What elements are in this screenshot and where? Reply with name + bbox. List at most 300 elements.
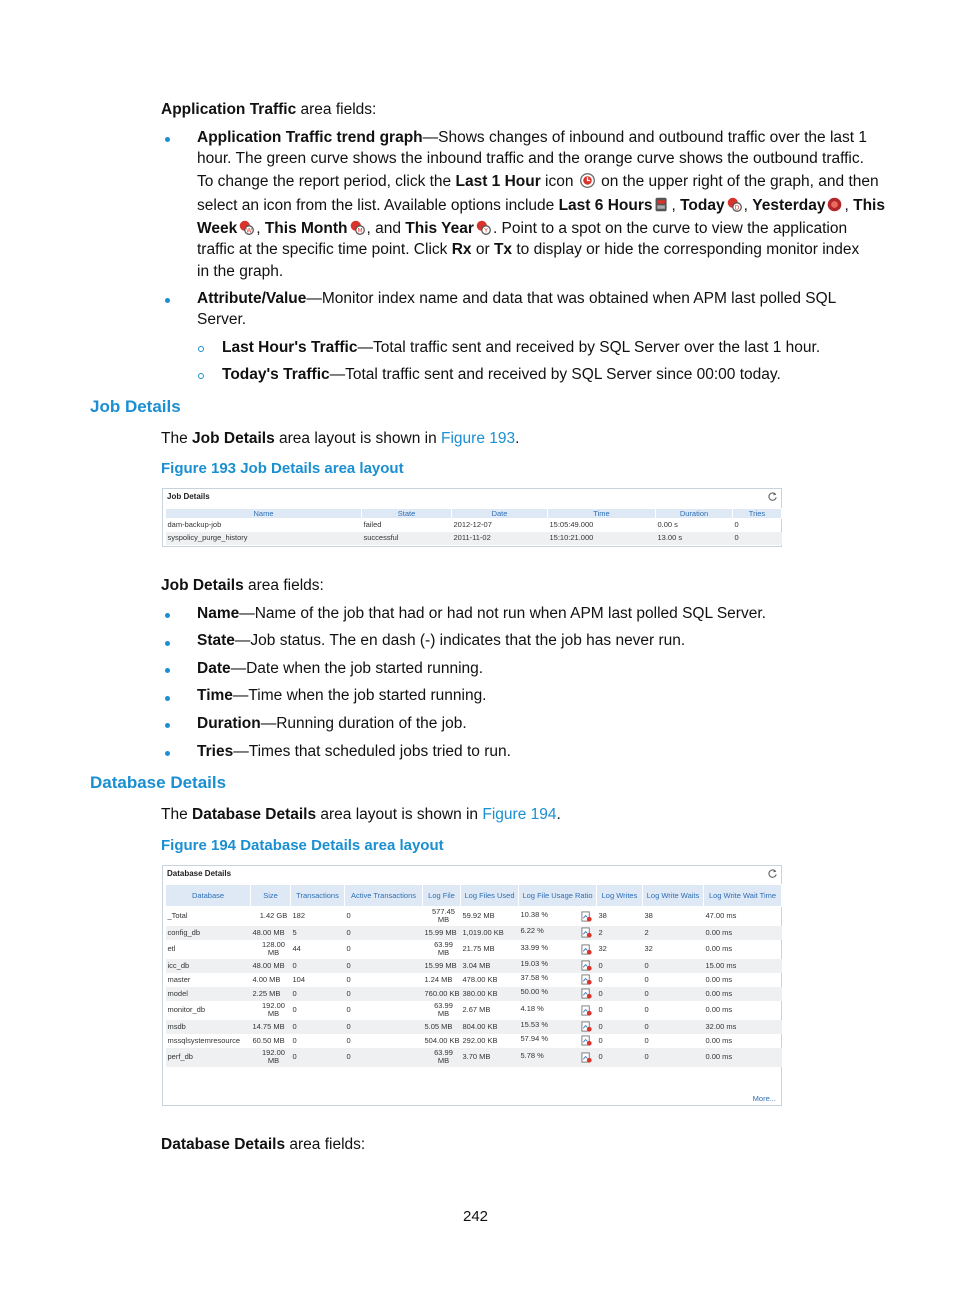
bullet2-line1-rest: —Monitor index name and data that was obtained when APM last polled SQL: [306, 290, 837, 307]
col-header[interactable]: Active Transactions: [345, 885, 423, 907]
line6-e: to display or hide the corresponding monitor index: [512, 241, 860, 258]
cell-value: 44: [292, 944, 301, 953]
figure-194-caption: Figure 194 Database Details area layout: [161, 837, 444, 854]
table-cell: [597, 973, 643, 987]
cell-value: 0: [346, 960, 351, 970]
cell-value: 0: [644, 960, 649, 970]
cell-value: 0: [644, 1035, 649, 1045]
table-cell: [423, 940, 461, 959]
table-cell: [423, 1020, 461, 1034]
cell-value: 32: [644, 944, 653, 953]
cell-value: 192.00 MB: [262, 1001, 285, 1018]
bullet2-line2: Server.: [197, 311, 247, 328]
col-header[interactable]: Date: [452, 509, 548, 519]
table-cell: [519, 907, 597, 926]
table-cell: [345, 1001, 423, 1020]
jd-layout-c: area layout is shown in: [274, 430, 442, 447]
table-cell: [704, 1048, 782, 1067]
table-cell: [291, 940, 345, 959]
jd-fields-bold: Job Details: [161, 577, 244, 594]
cell-value: 0: [346, 1035, 351, 1045]
cell-value: 0: [598, 1052, 603, 1061]
table-cell: [597, 1020, 643, 1034]
bullet-rest: —Time when the job started running.: [232, 687, 487, 704]
bullet2-line1: [197, 288, 836, 310]
sub-bullet-today: [222, 364, 781, 386]
table-row: [166, 959, 782, 973]
job-details-table: [165, 508, 782, 545]
sub1-rest: —Total traffic sent and received by SQL Server over the last 1 hour.: [357, 339, 821, 356]
table-cell: [461, 973, 519, 987]
cell-value: 0: [598, 1005, 603, 1014]
table-cell: [423, 1001, 461, 1020]
jd-bullet-tries: [197, 741, 511, 763]
col-header[interactable]: Log File: [423, 885, 461, 907]
line4-g: ,: [844, 197, 854, 214]
table-cell: [166, 1001, 251, 1020]
table-row: [166, 519, 782, 532]
this-year-icon: [475, 219, 492, 236]
table-cell: [423, 907, 461, 926]
table-cell: syspolicy_purge_history: [166, 532, 362, 545]
table-cell: [704, 973, 782, 987]
bullet1-line1: [197, 127, 867, 149]
bullet1-line7: in the graph.: [197, 263, 284, 280]
bullet-rest: —Job status. The en dash (-) indicates that the job has never run.: [234, 632, 686, 649]
bullet1-bold: Application Traffic trend graph: [197, 129, 423, 146]
line5-this-month: This Month: [264, 220, 348, 237]
cell-value: 0: [644, 988, 649, 998]
bullet1-line5: [197, 218, 847, 240]
last-1-hour-icon: [579, 172, 596, 189]
line3-a: To change the report period, click the: [197, 173, 456, 190]
job-details-panel-title: Job Details: [167, 492, 210, 501]
table-cell: [704, 987, 782, 1001]
bullet-rest: —Name of the job that had or had not run when APM last polled SQL Server.: [239, 605, 766, 622]
line4-yesterday: Yesterday: [752, 197, 826, 214]
table-cell: 0.00 s: [657, 520, 678, 530]
cell-value: icc_db: [167, 960, 190, 970]
table-cell: [291, 1001, 345, 1020]
table-cell: [643, 973, 704, 987]
table-cell: [345, 1020, 423, 1034]
jd-layout-b: Job Details: [192, 430, 275, 447]
cell-value: master: [167, 974, 191, 984]
bullet1-line3: [197, 171, 879, 193]
table-cell: [704, 940, 782, 959]
database-details-panel-title: Database Details: [167, 869, 232, 878]
line5-d: , and: [366, 220, 406, 237]
cell-value: 0.00 ms: [705, 988, 733, 998]
table-cell: [461, 907, 519, 926]
cell-value: 14.75 MB: [252, 1021, 285, 1031]
col-header[interactable]: Log Writes: [597, 885, 643, 907]
cell-value: 57.94 %: [520, 1034, 549, 1043]
cell-value: 38: [598, 911, 607, 921]
cell-value: 6.22 %: [520, 926, 544, 935]
table-cell: [597, 1048, 643, 1067]
col-header[interactable]: Time: [548, 509, 656, 519]
table-cell: 2011-11-02: [452, 532, 548, 545]
cell-value: msdb: [167, 1021, 186, 1031]
cell-value: 577.45 MB: [432, 907, 455, 925]
cell-value: 804.00 KB: [462, 1021, 498, 1031]
col-header[interactable]: Database: [166, 885, 251, 907]
cell-value: 0: [346, 1021, 351, 1031]
table-cell: [291, 959, 345, 973]
line6-a: traffic at the specific time point. Click: [197, 241, 452, 258]
cell-value: 182: [292, 911, 306, 921]
jd-fields-rest: area fields:: [243, 577, 324, 594]
database-details-panel: [162, 865, 782, 1106]
table-cell: [166, 959, 251, 973]
bullet-dot: [165, 137, 170, 142]
cell-value: 5: [292, 927, 297, 937]
table-cell: [704, 907, 782, 926]
line5-b: ,: [256, 220, 265, 237]
table-cell: [704, 1020, 782, 1034]
table-cell: [345, 907, 423, 926]
table-cell: [643, 987, 704, 1001]
cell-value: 33.99 %: [520, 942, 549, 952]
cell-value: 32.00 ms: [705, 1021, 737, 1031]
table-cell: 15:05:49.000: [549, 520, 594, 530]
line5-week: Week: [197, 220, 238, 237]
bullet-dot: [165, 696, 170, 701]
table-cell: [251, 907, 291, 926]
cell-value: 0.00 ms: [705, 927, 733, 937]
cell-value: 0.00 ms: [705, 1005, 733, 1014]
bullet-bold: Duration: [197, 715, 261, 732]
jd-layout-a: The: [161, 430, 193, 447]
table-cell: [597, 926, 643, 940]
today-icon: [726, 196, 743, 213]
table-cell: [166, 940, 251, 959]
svg-text:M: M: [356, 227, 363, 235]
table-row: [166, 1048, 782, 1067]
bullet1-line1-rest: —Shows changes of inbound and outbound traffic over the last 1: [422, 129, 867, 146]
bullet-bold: Name: [197, 605, 240, 622]
table-cell: [345, 926, 423, 940]
table-cell: [423, 987, 461, 1001]
table-cell: [704, 1034, 782, 1048]
cell-value: 0: [346, 988, 351, 998]
cell-value: 0: [292, 960, 297, 970]
refresh-icon[interactable]: [767, 868, 778, 879]
figure-193-caption: Figure 193 Job Details area layout: [161, 460, 404, 477]
table-cell: [643, 907, 704, 926]
cell-value: 0: [598, 1035, 603, 1045]
bullet1-line6: [197, 239, 859, 261]
table-row: [166, 1034, 782, 1048]
table-cell: [166, 907, 251, 926]
cell-value: 0.00 ms: [705, 1035, 733, 1045]
table-cell: [519, 940, 597, 959]
table-cell: [291, 926, 345, 940]
col-header[interactable]: Tries: [733, 509, 782, 519]
table-cell: [461, 1048, 519, 1067]
bullet-dot: [165, 668, 170, 673]
table-cell: [519, 1048, 597, 1067]
figure-194-link[interactable]: Figure 194: [482, 806, 557, 823]
table-row: [166, 1020, 782, 1034]
cell-value: 2: [598, 927, 603, 937]
table-cell: [291, 1020, 345, 1034]
table-cell: [643, 1020, 704, 1034]
col-header[interactable]: State: [362, 509, 452, 519]
database-details-heading: Database Details: [90, 773, 227, 792]
table-cell: [597, 907, 643, 926]
cell-value: 504.00 KB: [424, 1035, 460, 1045]
database-details-layout-text: [161, 804, 561, 826]
line4-c: ,: [671, 197, 681, 214]
table-cell: [345, 1048, 423, 1067]
table-cell: 0: [734, 520, 739, 530]
table-cell: [704, 926, 782, 940]
table-row: [166, 940, 782, 959]
cell-value: 0: [644, 1052, 649, 1061]
dd-layout-d: .: [556, 806, 561, 823]
cell-value: 1.42 GB: [259, 911, 288, 921]
cell-value: 0: [292, 1035, 297, 1045]
cell-value: 60.50 MB: [252, 1035, 285, 1045]
cell-value: 104: [292, 974, 306, 984]
bullet-dot: [165, 613, 170, 618]
table-cell: [166, 973, 251, 987]
sub-bullet-last-hour: [222, 337, 820, 359]
svg-text:W: W: [246, 227, 253, 235]
bullet-rest: —Times that scheduled jobs tried to run.: [233, 743, 511, 760]
table-row: [166, 1001, 782, 1020]
line4-e: ,: [743, 197, 753, 214]
jd-bullet-name: [197, 603, 766, 625]
job-details-fields-intro: [161, 575, 324, 597]
line4-last-6-hours: Last 6 Hours: [558, 197, 653, 214]
bullet-dot: [165, 751, 170, 756]
line3-c: icon: [540, 173, 578, 190]
this-week-icon: [238, 219, 255, 236]
table-cell: 13.00 s: [656, 532, 733, 545]
line4-today: Today: [680, 197, 725, 214]
cell-value: 3.04 MB: [462, 960, 491, 970]
cell-value: 292.00 KB: [462, 1035, 498, 1045]
more-link[interactable]: More...: [752, 1094, 776, 1103]
app-traffic-intro-bold: Application Traffic: [161, 101, 297, 118]
table-cell: [166, 926, 251, 940]
table-cell: 15:10:21.000: [548, 532, 656, 545]
table-cell: [519, 987, 597, 1001]
table-cell: [704, 959, 782, 973]
yesterday-icon: [826, 196, 843, 213]
cell-value: 15.53 %: [520, 1020, 549, 1029]
cell-value: 0: [644, 1005, 649, 1014]
table-cell: [423, 959, 461, 973]
cell-value: 47.00 ms: [705, 911, 737, 921]
cell-value: 0: [292, 1005, 297, 1014]
cell-value: 0.00 ms: [705, 944, 733, 953]
cell-value: 37.58 %: [520, 973, 549, 982]
table-cell: failed: [363, 520, 382, 530]
col-header[interactable]: Transactions: [291, 885, 345, 907]
cell-value: 760.00 KB: [424, 988, 460, 998]
table-cell: [423, 1048, 461, 1067]
cell-value: 59.92 MB: [462, 911, 495, 921]
sub2-rest: —Total traffic sent and received by SQL Server since 00:00 today.: [329, 366, 781, 383]
table-cell: [643, 940, 704, 959]
cell-value: 50.00 %: [520, 987, 549, 996]
cell-value: 48.00 MB: [252, 927, 285, 937]
bullet1-line2: hour. The green curve shows the inbound traffic and the orange curve shows the outbound traffic.: [197, 150, 864, 167]
cell-value: 5.05 MB: [424, 1021, 453, 1031]
cell-value: 0: [598, 960, 603, 970]
table-cell: [251, 1020, 291, 1034]
bullet1-line4: [197, 195, 885, 217]
table-cell: [643, 926, 704, 940]
cell-value: 0: [346, 1005, 351, 1014]
bullet-bold: Tries: [197, 743, 234, 760]
cell-value: config_db: [167, 927, 201, 937]
table-cell: [519, 926, 597, 940]
cell-value: 2.67 MB: [462, 1005, 491, 1014]
cell-value: 2.25 MB: [252, 988, 281, 998]
table-cell: [461, 926, 519, 940]
table-cell: [251, 1001, 291, 1020]
table-cell: successful: [362, 532, 452, 545]
table-cell: [251, 1048, 291, 1067]
table-cell: [643, 1001, 704, 1020]
bullet-dot: [165, 723, 170, 728]
cell-value: 0.00 ms: [705, 974, 733, 984]
database-details-table: [165, 884, 782, 1067]
line4-a: select an icon from the list. Available options include: [197, 197, 559, 214]
table-cell: [423, 1034, 461, 1048]
cell-value: 0: [598, 1021, 603, 1031]
table-cell: [423, 926, 461, 940]
line3-d: on the upper right of the graph, and then: [596, 173, 879, 190]
line4-this: This: [853, 197, 885, 214]
table-cell: [461, 940, 519, 959]
cell-value: 0: [292, 988, 297, 998]
table-cell: [643, 1048, 704, 1067]
line6-rx: Rx: [451, 241, 472, 258]
sub1-bold: Last Hour's Traffic: [222, 339, 358, 356]
col-header[interactable]: Duration: [656, 509, 733, 519]
table-cell: [251, 1034, 291, 1048]
cell-value: 478.00 KB: [462, 974, 498, 984]
database-details-fields-intro: [161, 1134, 365, 1156]
cell-value: 380.00 KB: [462, 988, 498, 998]
app-traffic-intro: [161, 99, 376, 121]
dd-layout-b: Database Details: [192, 806, 317, 823]
table-cell: [597, 1001, 643, 1020]
table-cell: [291, 987, 345, 1001]
job-details-heading: Job Details: [90, 397, 181, 416]
jd-bullet-date: [197, 658, 483, 680]
table-cell: [166, 987, 251, 1001]
cell-value: 0: [292, 1052, 297, 1061]
refresh-icon[interactable]: [767, 491, 778, 502]
table-row: [166, 907, 782, 926]
table-cell: [345, 987, 423, 1001]
table-cell: [461, 1020, 519, 1034]
table-cell: [251, 940, 291, 959]
dd-layout-c: area layout is shown in: [316, 806, 483, 823]
table-cell: [166, 1048, 251, 1067]
col-header[interactable]: Log Write Wait Time: [704, 885, 782, 907]
svg-text:Y: Y: [484, 227, 488, 235]
cell-value: 1,019.00 KB: [462, 927, 504, 937]
table-cell: [291, 907, 345, 926]
table-cell: [519, 1001, 597, 1020]
cell-value: 0.00 ms: [705, 1052, 733, 1061]
col-header[interactable]: Size: [251, 885, 291, 907]
bullet-dot: [165, 641, 170, 646]
table-row: [166, 926, 782, 940]
table-cell: [597, 987, 643, 1001]
table-cell: [461, 1034, 519, 1048]
table-row: [166, 987, 782, 1001]
col-header[interactable]: Log Files Used: [461, 885, 519, 907]
cell-value: mssqlsystemresource: [167, 1035, 241, 1045]
table-row: [166, 532, 782, 545]
line5-f: . Point to a spot on the curve to view the application: [492, 220, 848, 237]
table-cell: [461, 987, 519, 1001]
col-header[interactable]: Log Write Waits: [643, 885, 704, 907]
col-header[interactable]: Log File Usage Ratio: [519, 885, 597, 907]
table-cell: [251, 926, 291, 940]
cell-value: model: [167, 988, 188, 998]
jd-bullet-state: [197, 630, 685, 652]
table-cell: [519, 1020, 597, 1034]
sub-bullet: [198, 346, 204, 352]
cell-value: 0: [346, 911, 351, 921]
job-details-layout-text: [161, 428, 519, 450]
cell-value: 38: [644, 911, 653, 921]
this-month-icon: [349, 219, 366, 236]
cell-value: 0: [644, 1021, 649, 1031]
bullet-rest: —Running duration of the job.: [260, 715, 467, 732]
bullet-dot: [165, 298, 170, 303]
table-cell: [291, 1034, 345, 1048]
cell-value: monitor_db: [167, 1005, 206, 1014]
bullet-rest: —Date when the job started running.: [230, 660, 484, 677]
table-cell: [251, 987, 291, 1001]
table-cell: dam-backup-job: [167, 520, 222, 530]
bullet-bold: State: [197, 632, 235, 649]
cell-value: 1.24 MB: [424, 974, 453, 984]
cell-value: 3.70 MB: [462, 1052, 491, 1061]
table-cell: [519, 973, 597, 987]
cell-value: 0: [644, 974, 649, 984]
cell-value: 0: [346, 1052, 351, 1061]
table-cell: [345, 1034, 423, 1048]
table-cell: [519, 959, 597, 973]
cell-value: 0: [598, 988, 603, 998]
cell-value: 4.18 %: [520, 1003, 544, 1013]
last-6-hours-icon: [653, 196, 670, 213]
table-cell: [166, 1034, 251, 1048]
cell-value: 0: [346, 927, 351, 937]
col-header[interactable]: Name: [166, 509, 362, 519]
jd-layout-d: .: [515, 430, 520, 447]
figure-193-link[interactable]: Figure 193: [441, 430, 516, 447]
table-cell: [345, 940, 423, 959]
table-cell: [461, 959, 519, 973]
table-cell: [166, 1020, 251, 1034]
table-cell: [251, 959, 291, 973]
cell-value: 63.99 MB: [434, 1001, 453, 1018]
cell-value: 21.75 MB: [462, 944, 495, 953]
